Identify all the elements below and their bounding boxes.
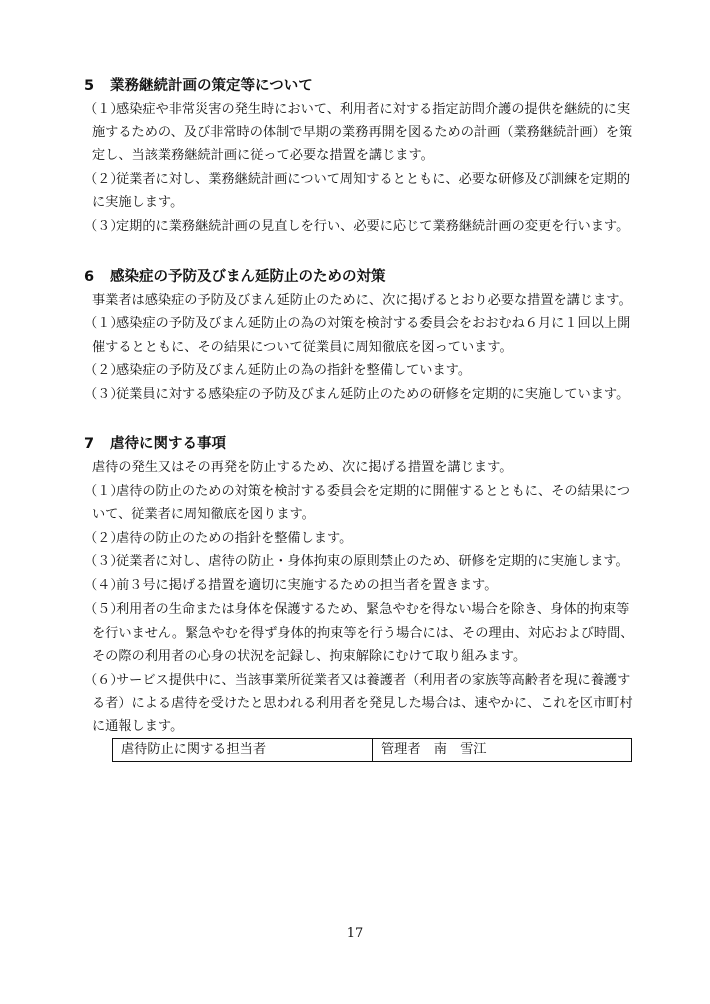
list-item	[84, 671, 630, 691]
item-text: 感染症の予防及びまん延防止の為の指針を整備しています。	[116, 363, 472, 378]
list-item	[84, 576, 497, 596]
item-text: 利用者の生命または身体を保護するため、緊急やむを得ない場合を除き、身体的拘束等	[116, 602, 630, 617]
item-text: 従業員に対する感染症の予防及びまん延防止のための研修を定期的に実施しています。	[116, 387, 630, 402]
list-item	[84, 217, 629, 237]
list-item	[84, 482, 630, 502]
officer-value-cell: 管理者 南 雪江	[381, 742, 487, 757]
item-text: 虐待の防止のための対策を検討する委員会を定期的に開催するとともに、その結果につ	[116, 484, 631, 499]
section-heading	[84, 434, 226, 454]
item-text-continued: を行いません。緊急やむを得ず身体的拘束等を行う場合には、その理由、対応および時間、	[92, 626, 634, 641]
item-text-continued: に通報します。	[92, 719, 184, 734]
list-item	[84, 100, 630, 120]
item-text: 感染症の予防及びまん延防止の為の対策を検討する委員会をおおむね６月に１回以上開	[116, 316, 631, 331]
item-text: 定期的に業務継続計画の見直しを行い、必要に応じて業務継続計画の変更を行います。	[116, 219, 630, 234]
item-marker: （３）	[84, 219, 124, 234]
list-item	[84, 170, 630, 190]
list-item	[84, 314, 630, 334]
section-title: 虐待に関する事項	[110, 436, 226, 452]
item-text-continued: いて、従業者に周知徹底を図ります。	[92, 507, 315, 522]
page-number: 17	[346, 926, 364, 941]
section-lead: 虐待の発生又はその再発を防止するため、次に掲げる措置を講じます。	[92, 460, 513, 475]
officer-label-cell: 虐待防止に関する担当者	[121, 742, 267, 757]
section-number: 5	[84, 78, 95, 94]
item-text-continued: 施するための、及び非常時の体制で早期の業務再開を図るための計画（業務継続計画）を策	[92, 125, 633, 140]
item-text-continued: 催するとともに、その結果について従業員に周知徹底を図っています。	[92, 340, 513, 355]
item-text-continued: に実施します。	[92, 195, 184, 210]
item-marker: （４）	[84, 578, 124, 593]
item-text-continued: その際の利用者の心身の状況を記録し、拘束解除にむけて取り組みます。	[92, 649, 527, 664]
table-divider	[372, 739, 373, 761]
item-marker: （３）	[84, 554, 124, 569]
item-text: 虐待の防止のための指針を整備します。	[116, 531, 353, 546]
list-item	[84, 600, 629, 620]
item-marker: （１）	[84, 316, 124, 331]
list-item	[84, 529, 352, 549]
item-marker: （３）	[84, 387, 124, 402]
list-item	[84, 552, 629, 572]
list-item	[84, 385, 629, 405]
abuse-prevention-officer-table	[112, 738, 632, 762]
section-title: 業務継続計画の策定等について	[110, 78, 313, 94]
section-heading	[84, 76, 313, 96]
section-lead: 事業者は感染症の予防及びまん延防止のために、次に掲げるとおり必要な措置を講じます。	[92, 293, 632, 308]
item-marker: （１）	[84, 484, 124, 499]
item-text: 感染症や非常災害の発生時において、利用者に対する指定訪問介護の提供を継続的に実	[116, 102, 631, 117]
item-marker: （２）	[84, 172, 124, 187]
item-text-continued: 定し、当該業務継続計画に従って必要な措置を講じます。	[92, 148, 434, 163]
section-heading	[84, 267, 386, 287]
item-text: 従業者に対し、虐待の防止・身体拘束の原則禁止のため、研修を定期的に実施します。	[116, 554, 629, 569]
item-marker: （１）	[84, 102, 124, 117]
item-text-continued: る者）による虐待を受けたと思われる利用者を発見した場合は、速やかに、これを区市町村	[92, 696, 633, 711]
item-text: サービス提供中に、当該事業所従業者又は養護者（利用者の家族等高齢者を現に養護す	[116, 673, 631, 688]
item-marker: （５）	[84, 602, 124, 617]
item-marker: （２）	[84, 363, 124, 378]
item-text: 前３号に掲げる措置を適切に実施するための担当者を置きます。	[116, 578, 498, 593]
list-item	[84, 361, 471, 381]
item-marker: （２）	[84, 531, 124, 546]
section-title: 感染症の予防及びまん延防止のための対策	[110, 269, 386, 285]
section-number: 6	[84, 269, 95, 285]
section-number: 7	[84, 436, 95, 452]
item-marker: （６）	[84, 673, 124, 688]
item-text: 従業者に対し、業務継続計画について周知するとともに、必要な研修及び訓練を定期的	[116, 172, 631, 187]
